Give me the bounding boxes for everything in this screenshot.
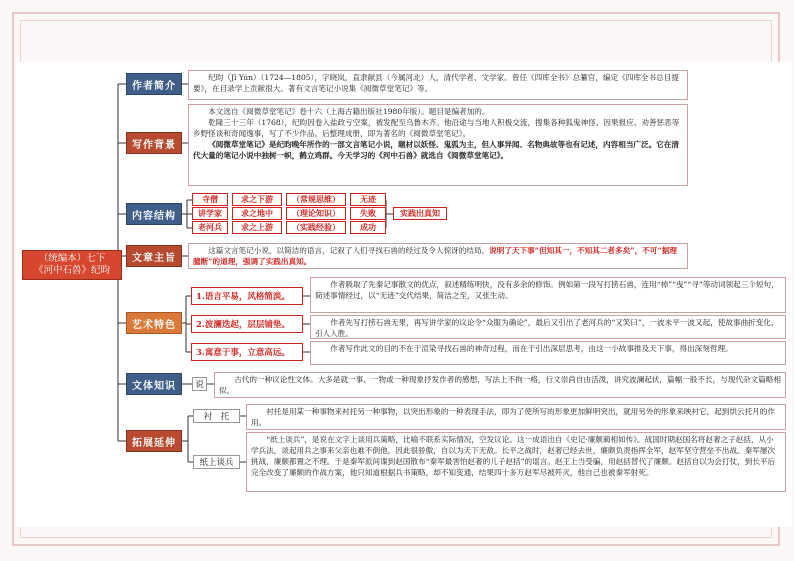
structure-r1-c3: （常规思维） [286, 193, 346, 206]
background-p1: 本文选自《阅微草堂笔记》卷十六（上海古籍出版社1980年版）。题目是编者加的。 [208, 107, 490, 116]
structure-conclusion: 实践出真知 [393, 207, 447, 220]
mindmap-root [22, 250, 122, 280]
background-p3: 《阅微草堂笔记》是纪昀晚年所作的一部文言笔记小说，题材以妖怪、鬼狐为主，但人事异闻、名物典故等也有记述，内容相当广泛。它在清代大量的笔记小说中独树一帜，鹤立鸡群。今天学习的《河中石兽》就选自《阅微草堂笔记》。 [193, 140, 679, 160]
category-art: 艺术特色 [126, 312, 182, 334]
author-box [188, 70, 688, 100]
extend-idiom-box [246, 432, 786, 492]
extend-label-contrast: 衬 托 [193, 409, 240, 423]
root-line1: （统编本）七下 [38, 253, 106, 264]
art-desc-1-box [310, 277, 786, 313]
theme-lead: 这篇文言笔记小说，以简洁的语言，记叙了人们寻找石兽的经过及令人惊讶的结局， [208, 246, 490, 255]
structure-r3-c2: 求之上游 [232, 221, 282, 234]
structure-r2-c3: （理论知识） [286, 207, 346, 220]
author-paragraph: 纪昀（Jǐ Yún）（1724—1805），字晓岚，直隶献县（今属河北）人，清代学者、文学家。曾任《四库全书》总纂官，编定《四库全书总目提要》，在目录学上贡献很大。著有文言笔记小说集《阅微草堂笔记》等。 [193, 73, 679, 93]
category-extend: 拓展延伸 [126, 430, 182, 452]
structure-r1-c2: 求之下游 [232, 193, 282, 206]
theme-box [188, 243, 688, 269]
theme-highlight: 说明了天下事“但知其一，不知其二者多矣”，不可“据理臆断”的道理，强调了实践出真知。 [193, 246, 677, 266]
category-genre: 文体知识 [126, 373, 182, 395]
structure-r3-c4: 成功 [350, 221, 386, 234]
extend-contrast-box [246, 404, 786, 430]
art-title-3: 3.寓意于事，立意高远。 [191, 343, 303, 361]
category-background: 写作背景 [126, 132, 182, 154]
structure-r1-c4: 无迹 [350, 193, 386, 206]
art-desc-3-box [310, 341, 786, 365]
background-box [188, 104, 688, 186]
art-desc-2-box [310, 315, 786, 339]
category-structure: 内容结构 [126, 203, 182, 225]
genre-label: 说 [192, 377, 207, 391]
background-p2: 乾隆三十三年（1768），纪昀因卷入盐政亏空案，被发配至乌鲁木齐。他沿途与当地人积极交流，搜集各种狐鬼神怪、因果报应、劝善惩恶等乡野怪谈和奇闻逸事，写了不少作品。后整理成册，即为著名的《阅微草堂笔记》。 [193, 118, 680, 138]
root-line2: 《河中石兽》纪昀 [33, 265, 110, 276]
art-desc-2: 作者先写打捞石兽无果，再写讲学家的议论令“众服为确论”，最后又引出了老河兵的“又笑曰”，一波未平一波又起，使故事曲折变化，引人入胜。 [315, 318, 779, 338]
structure-r2-c1: 讲学家 [192, 207, 228, 220]
category-author: 作者简介 [126, 73, 182, 95]
structure-r3-c1: 老河兵 [192, 221, 228, 234]
extend-idiom-text: “纸上谈兵”，是说在文字上谈用兵策略，比喻不联系实际情况，空发议论。这一成语出自《史记·廉颇蔺相如传》。战国时期赵国名将赵奢之子赵括，从小学兵法，谈起用兵之事来父亲也难不倒他，因此很骄傲，自以为天下无敌。长平之战时，赵奢已经去世，廉颇负责指挥全军，赵军坚守营垒不出战。秦军屡次挑战，廉颇都置之不理。于是秦军派间谍到赵国散布“秦军最害怕赵奢的儿子赵括”的谣言。赵王上当受骗，用赵括替代了廉颇。赵括自以为会打仗，到长平后完全改变了廉颇的作战方案，他只知道根据兵书策略，却不知变通，结果四十多万赵军尽被歼灭，他自己也被秦军射死。 [251, 435, 776, 477]
structure-r2-c2: 求之地中 [232, 207, 282, 220]
structure-r3-c3: （实践经验） [286, 221, 346, 234]
genre-text: 古代的一种议论性文体。大多是就一事、一物或一种现象抒发作者的感想，写法上不拘一格，行文崇尚自由活泼，讲究波澜起伏，篇幅一般不长，与现代杂文篇略相似。 [219, 375, 781, 395]
genre-box [214, 372, 786, 398]
art-desc-3: 作者写作此文的目的不在于渲染寻找石兽的神奇过程，而在于引出深层思考，由这一小故事推及天下事，得出深刻哲理。 [330, 344, 733, 353]
structure-r2-c4: 失败 [350, 207, 386, 220]
extend-label-idiom: 纸上谈兵 [193, 455, 240, 469]
art-desc-1: 作者吸取了先秦记事散文的优点，叙述精练明快，没有多余的修饰。例如第一段写打捞石兽，连用“棹”“曳”“寻”等动词领起三个短句，简述事情经过，以“无迹”交代结果，简洁之至，又张生动。 [315, 280, 779, 300]
structure-r1-c1: 寺僧 [192, 193, 228, 206]
art-title-2: 2.波澜迭起，层层铺垫。 [191, 315, 303, 333]
extend-contrast-text: 衬托是用某一种事物来衬托另一种事物，以突出形象的一种表现手法，即为了使所写的形象更加鲜明突出，就用另外的形象来映衬它，起到烘云托月的作用。 [251, 407, 775, 427]
art-title-1: 1.语言平易，风格简淡。 [191, 287, 303, 305]
category-theme: 文章主旨 [126, 245, 182, 267]
